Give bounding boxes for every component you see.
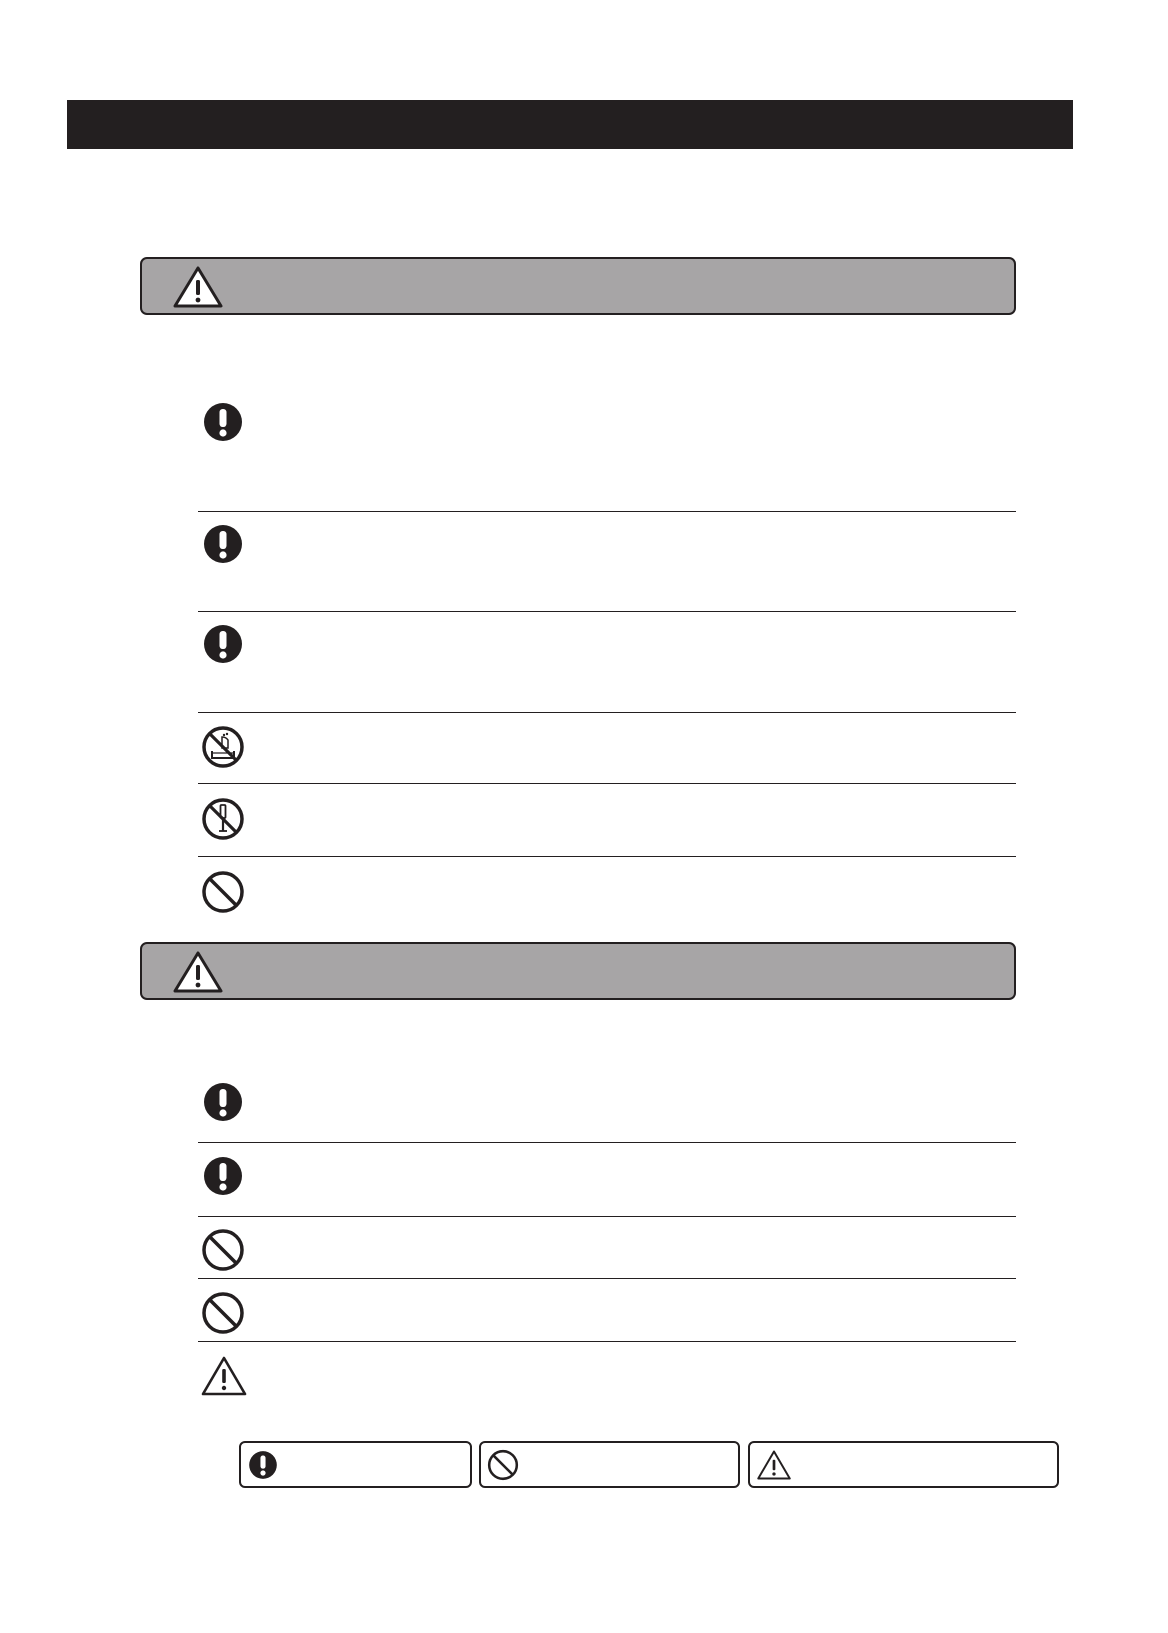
warning-section-bar <box>140 257 1016 315</box>
item-divider <box>198 1142 1016 1143</box>
mandatory-action-icon <box>201 1154 245 1198</box>
mandatory-action-icon <box>201 622 245 666</box>
item-divider <box>198 856 1016 857</box>
no-wet-hands-icon <box>201 725 245 769</box>
mandatory-action-icon <box>201 1080 245 1124</box>
legend-caution <box>748 1441 1059 1488</box>
legend-prohibition <box>479 1441 740 1488</box>
prohibition-icon <box>201 1291 245 1335</box>
item-divider <box>198 783 1016 784</box>
caution-section-bar <box>140 942 1016 1000</box>
item-divider <box>198 611 1016 612</box>
caution-triangle-icon <box>756 1449 792 1481</box>
mandatory-action-icon <box>201 522 245 566</box>
item-divider <box>198 1216 1016 1217</box>
prohibition-icon <box>487 1449 519 1481</box>
legend-mandatory <box>239 1441 472 1488</box>
prohibition-icon <box>201 870 245 914</box>
page-header-bar <box>67 100 1073 149</box>
item-divider <box>198 712 1016 713</box>
item-divider <box>198 1278 1016 1279</box>
mandatory-action-icon <box>201 400 245 444</box>
caution-triangle-icon <box>200 1355 248 1397</box>
item-divider <box>198 1341 1016 1342</box>
warning-triangle-icon <box>172 265 224 309</box>
no-disassembly-icon <box>201 797 245 841</box>
caution-triangle-icon <box>172 950 224 994</box>
item-divider <box>198 511 1016 512</box>
prohibition-icon <box>201 1228 245 1272</box>
mandatory-action-icon <box>247 1449 279 1481</box>
